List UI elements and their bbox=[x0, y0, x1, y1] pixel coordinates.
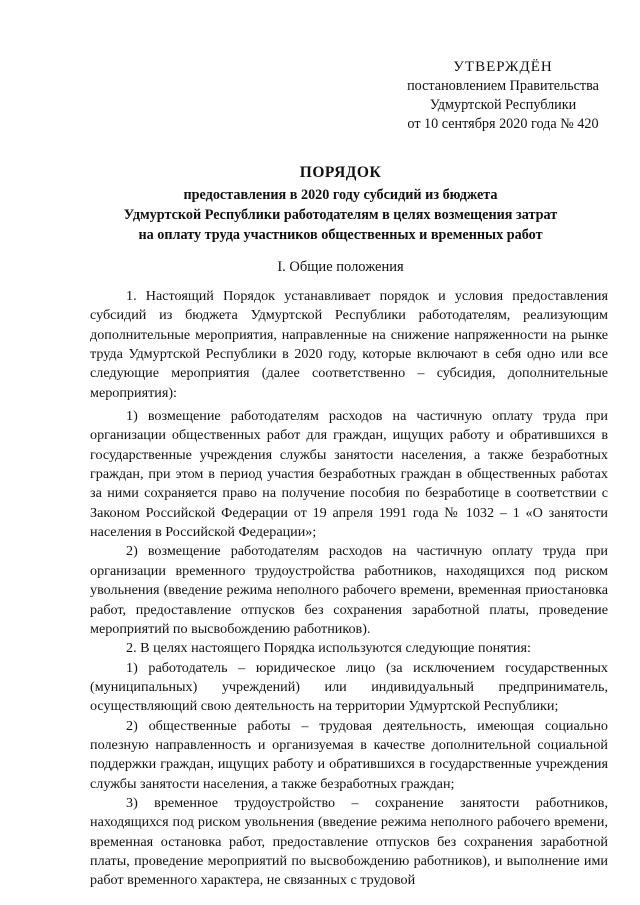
title-line: предоставления в 2020 году субсидий из бюджета bbox=[183, 187, 498, 203]
document-title bbox=[88, 163, 593, 245]
paragraph: 2) общественные работы – трудовая деятельность, имеющая социально полезную направленность и организуемая в качестве дополнительной социальной поддержки граждан, ищущих работу и обратившихся в государственные учреждения службы занятости населения, а также безработных граждан; bbox=[90, 717, 608, 792]
document-body bbox=[90, 287, 608, 891]
title-heading: ПОРЯДОК bbox=[299, 164, 382, 181]
approval-date: от 10 сентября 2020 года № 420 bbox=[407, 116, 599, 132]
approval-heading: УТВЕРЖДЁН bbox=[453, 59, 553, 75]
approval-line: Удмуртской Республики bbox=[429, 97, 577, 113]
section-title: I. Общие положения bbox=[277, 259, 404, 275]
paragraph: 2) возмещение работодателям расходов на частичную оплату труда при организации временного трудоустройства работников, находящихся под риском увольнения (введение режима неполного рабочего времени, временная приостановка работ, предоставление отпусков без сохранения заработной платы, проведение мероприятий по высвобождению работников). bbox=[90, 543, 608, 637]
paragraph: 1. Настоящий Порядок устанавливает порядок и условия предоставления субсидий из бюджета Удмуртской Республики работодателям, реализующим дополнительные мероприятия, направленные на снижение напряженности на рынке труда Удмуртской Республики в 2020 году, которые включают в себя одно или все следующие мероприятия (далее соответственно – субсидия, дополнительные мероприятия): bbox=[90, 288, 608, 401]
title-line: на оплату труда участников общественных и временных работ bbox=[138, 227, 543, 243]
approval-stamp bbox=[392, 58, 614, 134]
approval-line: постановлением Правительства bbox=[407, 78, 599, 94]
paragraph: 1) работодатель – юридическое лицо (за исключением государственных (муниципальных) учреждений) или индивидуальный предприниматель, осуществляющий свою деятельность на территории Удмуртской Республики; bbox=[90, 659, 608, 715]
paragraph: 3) временное трудоустройство – сохранение занятости работников, находящихся под риском увольнения (введение режима неполного рабочего времени, временная остановка работ, предоставление отпусков без сохранения заработной платы, проведение мероприятий по высвобождению работников), и выполнение ими работ временного характера, не связанных с трудовой bbox=[90, 794, 608, 889]
paragraph: 2. В целях настоящего Порядка используются следующие понятия: bbox=[126, 640, 531, 657]
paragraph: 1) возмещение работодателям расходов на частичную оплату труда при организации общественных работ для граждан, ищущих работу и обратившихся в государственные учреждения службы занятости населения, а также безработных граждан, при этом в период участия безработных граждан в общественных работах за ними сохраняется право на получение пособия по безработице в соответствии с Законом Российской Федерации от 19 апреля 1991 года № 1032 – 1 «О занятости населения в Российской Федерации»; bbox=[90, 408, 608, 541]
title-line: Удмуртской Республики работодателям в целях возмещения затрат bbox=[123, 207, 558, 223]
